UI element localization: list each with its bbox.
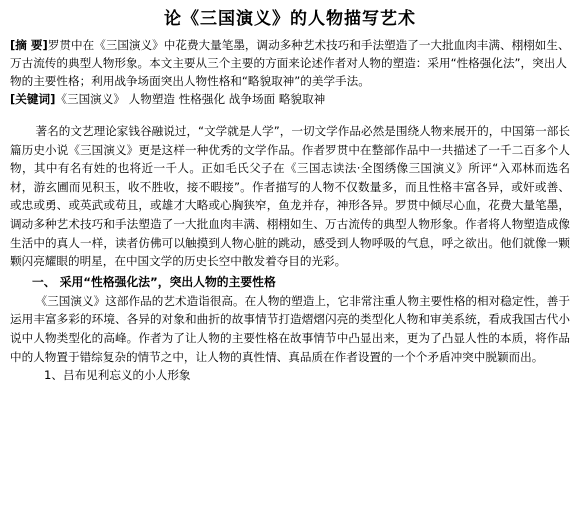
intro-paragraph: 著名的文艺理论家钱谷融说过，“文学就是人学”，一切文学作品必然是围绕人物来展开的，中国第一部长篇历史小说《三国演义》更是这样一种优秀的文学作品。作者罗贯中在整部作品中一共描述了一千二百多个人物，其中有名有姓的也将近一千人。正如毛氏父子在《三国志读法·全图绣像三国演义》所评“入邓林而选名材，游玄圃而见积玉，收不胜收，接不暇接”。作者描写的人物不仅数量多，而且性格丰富各异，或奸或善、或忠或勇、或英武或苟且，或雄才大略或心胸狭窄，鱼龙并存，神形各异。罗贯中倾尽心血，花费大量笔墨，调动多种艺术技巧和手法塑造了一大批血肉丰满、栩栩如生、万古流传的典型人物形象。作者将人物塑造成像生活中的真人一样，读者仿佛可以触摸到人物心脏的跳动，感受到人物呼吸的气息，呼之欲出。他们就像一颗颗闪亮耀眼的明星，在中国文学的历史长空中散发着夺目的光彩。	[10, 124, 570, 269]
section-1-heading: 一、 采用“性格强化法”，突出人物的主要性格	[32, 274, 276, 289]
keywords	[10, 90, 570, 108]
keywords-text: 《三国演义》 人物塑造 性格强化 战争场面 略貌取神	[55, 92, 326, 106]
abstract-label: [摘 要]	[10, 38, 48, 52]
section-1-paragraph: 《三国演义》这部作品的艺术造诣很高。在人物的塑造上，它非常注重人物主要性格的相对稳定性，善于运用丰富多彩的环境、各异的对象和曲折的故事情节打造熠熠闪亮的类型化人物和审美系统，看成我国古代小说中人物类型化的高峰。作者为了让人物的主要性格在故事情节中凸显出来，更为了凸显人性的本质，将作品中的人物置于错综复杂的情节之中，让人物的真性情、真品质在作者设置的一个个矛盾冲突中脱颖而出。	[10, 293, 570, 364]
subsection-1-heading: 1、吕布见利忘义的小人形象	[44, 368, 191, 383]
abstract-text: 罗贯中在《三国演义》中花费大量笔墨，调动多种艺术技巧和手法塑造了一大批血肉丰满、栩栩如生、万古流传的典型人物形象。本文主要从三个主要的方面来论述作者对人物的塑造：采用“性格强化法”，突出人物的主要性格；利用战争场面突出人物性格和“略貌取神”的美学手法。	[10, 38, 570, 88]
keywords-label: [关键词]	[10, 92, 56, 106]
section-spacer	[10, 108, 570, 122]
document-title: 论《三国演义》的人物描写艺术	[164, 9, 416, 29]
abstract	[10, 36, 570, 90]
